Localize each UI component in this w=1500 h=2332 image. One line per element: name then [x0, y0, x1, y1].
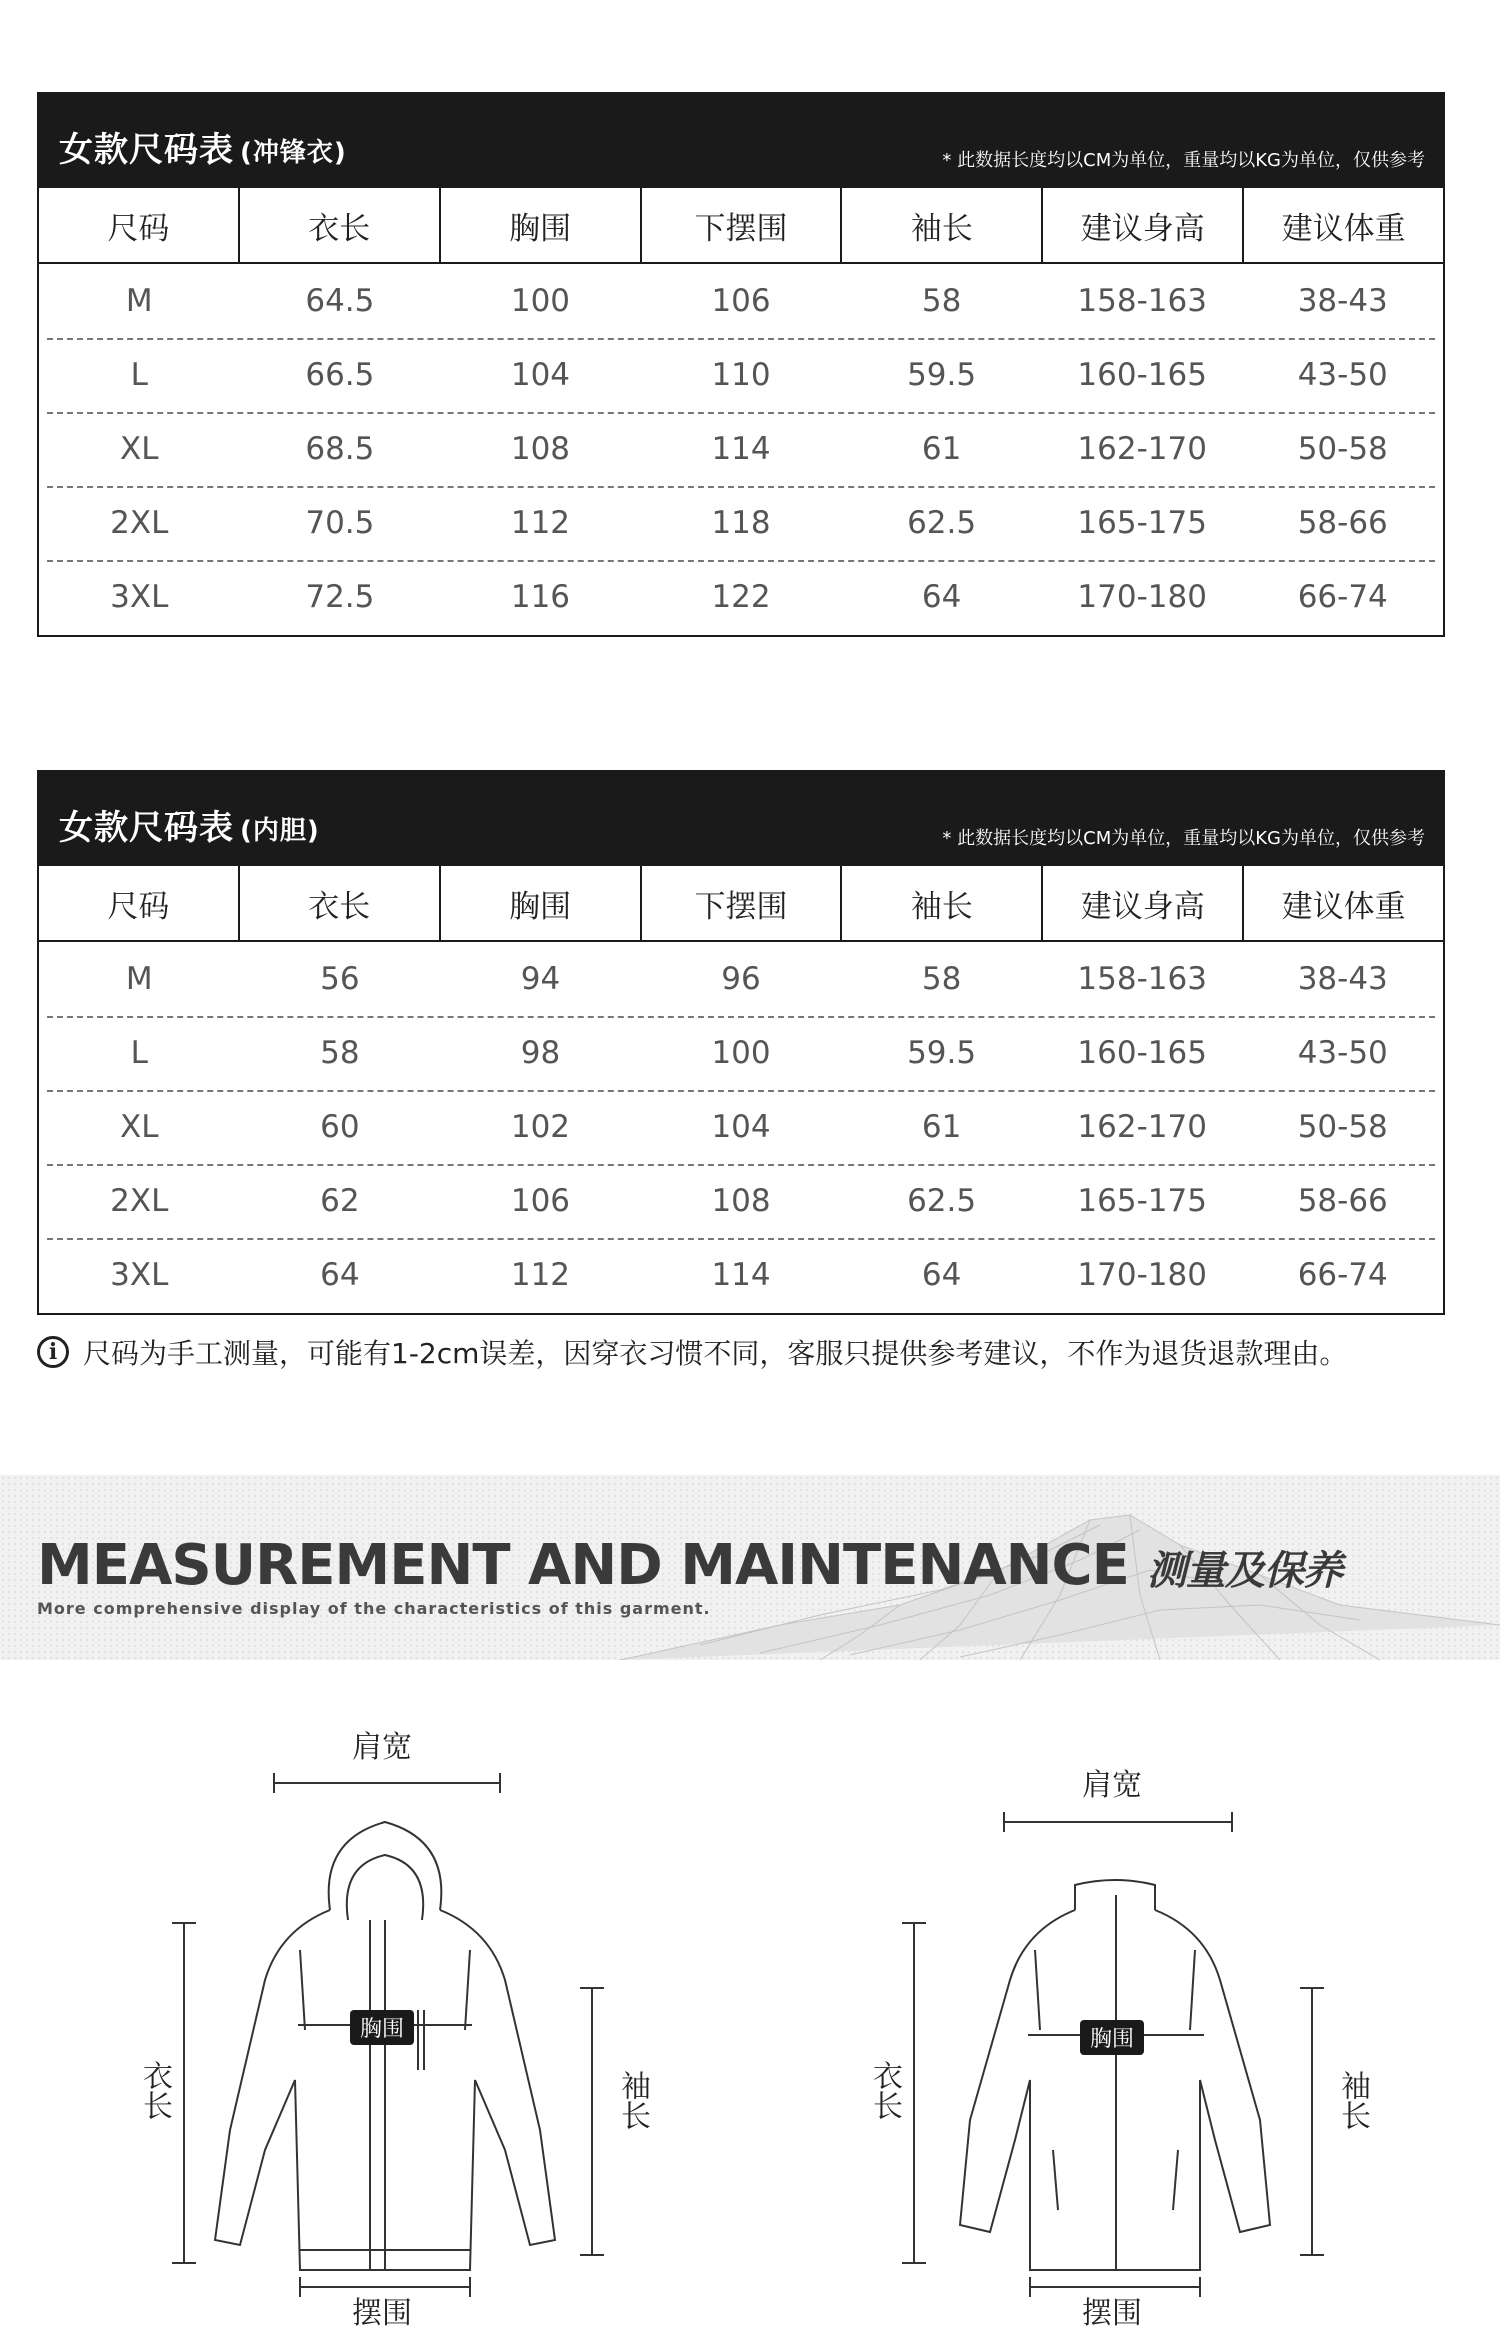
jacket-diagram-liner: [820, 1680, 1380, 2331]
label-sleeve: 袖长: [615, 2070, 650, 2130]
table-cell: 160-165: [1077, 357, 1207, 393]
table-cell: 122: [711, 579, 771, 615]
label-shoulder: 肩宽: [1082, 1768, 1142, 1803]
table-cell: 72.5: [305, 579, 375, 615]
disclaimer-text: 尺码为手工测量，可能有1-2cm误差，因穿衣习惯不同，客服只提供参考建议，不作为退货退款理由。: [83, 1337, 1348, 1370]
col-header: 袖长: [842, 866, 1043, 940]
table-cell: 61: [921, 1109, 962, 1145]
col-header: 衣长: [240, 866, 441, 940]
table-cell: 106: [510, 1183, 571, 1219]
table-cell: 62.5: [907, 1183, 977, 1219]
label-hem: 摆围: [1082, 2296, 1142, 2331]
table-cell: 112: [510, 1257, 571, 1293]
table-cell: 3XL: [110, 1257, 169, 1293]
col-header: 衣长: [240, 188, 441, 262]
table-cell: 50-58: [1297, 1109, 1388, 1145]
label-hem: 摆围: [352, 2296, 412, 2331]
label-length: 衣长: [867, 2060, 902, 2120]
table-cell: 58: [921, 961, 962, 997]
table-cell: 104: [510, 357, 571, 393]
table-title: [59, 800, 320, 849]
table-cell: XL: [120, 431, 159, 467]
table-cell: 102: [510, 1109, 571, 1145]
table-row: [39, 1238, 1443, 1312]
table-title: [59, 122, 347, 171]
col-header: 下摆围: [642, 866, 843, 940]
table-body: [39, 942, 1443, 1312]
table-row: [39, 412, 1443, 486]
table-cell: 62: [320, 1183, 360, 1219]
col-header: 胸围: [441, 188, 642, 262]
table-cell: 64: [921, 1257, 962, 1293]
table-cell: 94: [520, 961, 561, 997]
table-row: [39, 338, 1443, 412]
table-cell: 3XL: [110, 579, 169, 615]
col-header: 建议体重: [1281, 888, 1406, 925]
info-icon: i: [37, 1336, 69, 1368]
table-row: [39, 1016, 1443, 1090]
table-cell: 2XL: [110, 1183, 169, 1219]
table-cell: 165-175: [1077, 505, 1207, 541]
table-cell: 58-66: [1297, 505, 1388, 541]
table-cell: 114: [711, 431, 771, 467]
table-row: [39, 264, 1443, 338]
col-header: 胸围: [441, 866, 642, 940]
column-header-row: [39, 188, 1443, 264]
table-cell: 96: [721, 961, 761, 997]
headline-cn: 测量及保养: [1146, 1548, 1342, 1594]
table-cell: 59.5: [907, 357, 977, 393]
table-cell: 104: [711, 1109, 771, 1145]
table-cell: 100: [510, 283, 571, 319]
title-subtitle: (冲锋衣): [240, 138, 347, 168]
table-cell: 114: [711, 1257, 771, 1293]
table-cell: 66.5: [305, 357, 375, 393]
col-header: 下摆围: [642, 188, 843, 262]
table-cell: 110: [711, 357, 771, 393]
table-cell: 162-170: [1077, 431, 1207, 467]
table-row: [39, 486, 1443, 560]
table-cell: 43-50: [1297, 357, 1388, 393]
label-length: 衣长: [137, 2060, 172, 2120]
table-cell: 58: [320, 1035, 360, 1071]
col-header: 袖长: [842, 188, 1043, 262]
col-header: 尺码: [39, 188, 240, 262]
table-cell: 160-165: [1077, 1035, 1207, 1071]
table-row: [39, 560, 1443, 634]
table-cell: 68.5: [305, 431, 375, 467]
table-cell: 2XL: [110, 505, 169, 541]
table-cell: 64.5: [305, 283, 375, 319]
title-text: 女款尺码表: [59, 130, 234, 170]
table-cell: 158-163: [1077, 961, 1207, 997]
table-cell: 116: [510, 579, 571, 615]
table-cell: 56: [320, 961, 360, 997]
headline-en: MEASUREMENT AND MAINTENANCE: [37, 1533, 1129, 1598]
table-cell: 59.5: [907, 1035, 977, 1071]
table-cell: 61: [921, 431, 962, 467]
table-cell: 58-66: [1297, 1183, 1388, 1219]
label-sleeve: 袖长: [1335, 2070, 1370, 2130]
table-cell: 108: [711, 1183, 771, 1219]
size-table-liner: [37, 770, 1445, 1315]
table-cell: 60: [320, 1109, 360, 1145]
table-cell: 38-43: [1297, 283, 1388, 319]
label-chest: 胸围: [1080, 2020, 1144, 2055]
table-cell: 165-175: [1077, 1183, 1207, 1219]
table-cell: 162-170: [1077, 1109, 1207, 1145]
table-cell: 108: [510, 431, 571, 467]
disclaimer: [37, 1332, 1347, 1372]
table-cell: 112: [510, 505, 571, 541]
table-row: [39, 942, 1443, 1016]
size-table-shell: [37, 92, 1445, 637]
column-header-row: [39, 866, 1443, 942]
jacket-diagram-shell: [100, 1680, 660, 2331]
table-cell: 66-74: [1297, 1257, 1388, 1293]
banner-subline: More comprehensive display of the characteristics of this garment.: [37, 1599, 711, 1618]
unit-note: * 此数据长度均以CM为单位，重量均以KG为单位，仅供参考: [942, 150, 1425, 171]
col-header: 建议体重: [1281, 210, 1406, 247]
table-cell: 64: [320, 1257, 360, 1293]
table-cell: 98: [520, 1035, 561, 1071]
title-subtitle: (内胆): [240, 816, 320, 846]
table-row: [39, 1090, 1443, 1164]
table-cell: 100: [711, 1035, 771, 1071]
table-row: [39, 1164, 1443, 1238]
table-cell: 106: [711, 283, 771, 319]
table-cell: 38-43: [1297, 961, 1388, 997]
table-cell: 70.5: [305, 505, 375, 541]
table-cell: 158-163: [1077, 283, 1207, 319]
table-cell: L: [130, 1035, 148, 1071]
table-cell: 170-180: [1077, 1257, 1207, 1293]
table-cell: 118: [711, 505, 771, 541]
table-body: [39, 264, 1443, 634]
table-cell: 43-50: [1297, 1035, 1388, 1071]
col-header: 建议身高: [1043, 188, 1244, 262]
table-cell: XL: [120, 1109, 159, 1145]
table-cell: 58: [921, 283, 962, 319]
label-shoulder: 肩宽: [352, 1730, 412, 1765]
col-header: 尺码: [39, 866, 240, 940]
table-header: [39, 94, 1443, 188]
measurement-banner: [0, 1475, 1500, 1660]
table-cell: 64: [921, 579, 962, 615]
label-chest: 胸围: [350, 2010, 414, 2045]
table-cell: 62.5: [907, 505, 977, 541]
unit-note: * 此数据长度均以CM为单位，重量均以KG为单位，仅供参考: [942, 828, 1425, 849]
table-cell: 50-58: [1297, 431, 1388, 467]
hooded-jacket-outline: [100, 1680, 660, 2320]
table-cell: 66-74: [1297, 579, 1388, 615]
col-header: 建议身高: [1043, 866, 1244, 940]
table-cell: 170-180: [1077, 579, 1207, 615]
title-text: 女款尺码表: [59, 808, 234, 848]
table-cell: M: [125, 283, 153, 319]
table-header: [39, 772, 1443, 866]
banner-headline: [37, 1533, 1342, 1598]
table-cell: M: [125, 961, 153, 997]
table-cell: L: [130, 357, 148, 393]
